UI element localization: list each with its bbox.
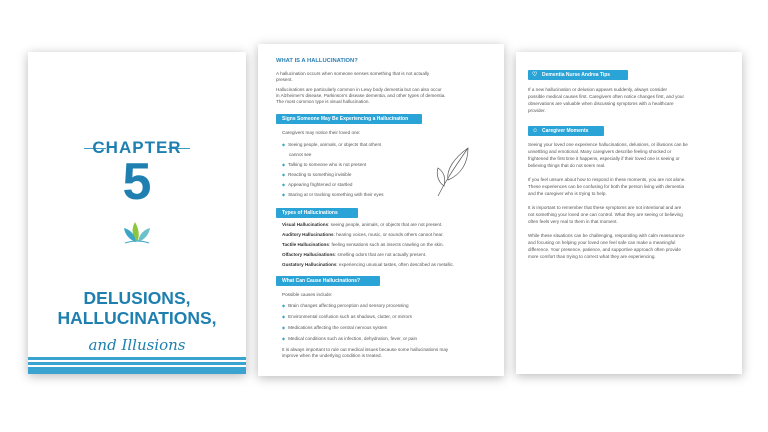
signs-intro: Caregivers may notice their loved one:: [282, 130, 361, 135]
tips-line: provider.: [528, 108, 546, 113]
type-desc: : feeling sensations such as insects crawling on the skin.: [328, 242, 444, 247]
intro-line: Hallucinations are particularly common in Lewy body dementia but can also occur: [276, 87, 442, 92]
types-banner: Types of Hallucinations: [276, 208, 358, 218]
type-row: [282, 232, 444, 238]
moments-banner: [528, 126, 604, 136]
moment-line: not something your loved one can control. What they are seeing or believing: [528, 212, 683, 217]
causes-banner: What Can Cause Hallucinations?: [276, 276, 380, 286]
outro-line: It is always important to rule out medical issues because some hallucinations may: [282, 347, 449, 352]
cover-page: [28, 52, 246, 374]
content-page-caregiver: [516, 52, 742, 374]
cover-title-line1: DELUSIONS,: [83, 288, 191, 308]
type-desc: : smelling odors that are not actually present.: [334, 252, 427, 257]
intro-line: in Alzheimer's disease, Parkinson's disease dementia, and other types of dementia.: [276, 93, 446, 98]
tips-banner-label: Dementia Nurse Andrea Tips: [542, 72, 611, 78]
cover-stripe-1: [28, 357, 246, 360]
intro-line: present.: [276, 77, 293, 82]
type-desc: : hearing voices, music, or sounds others cannot hear.: [333, 232, 444, 237]
type-term: Olfactory Hallucinations: [282, 252, 335, 257]
type-desc: : seeing people, animals, or objects that are not present.: [328, 222, 443, 227]
intro-line: A hallucination occurs when someone senses something that is not actually: [276, 71, 430, 76]
moment-line: and the caregiver who is trying to help.: [528, 191, 607, 196]
signs-banner: Signs Someone May Be Experiencing a Hallucination: [276, 114, 422, 124]
people-icon: ☺: [532, 128, 539, 134]
leaf-sketch-icon: [434, 144, 474, 198]
content-page-hallucination: [258, 44, 504, 376]
list-item: ◆ Talking to someone who is not present: [282, 162, 366, 168]
moment-line: Seeing your loved one experience hallucinations, delusions, or illusions can be: [528, 142, 688, 147]
moment-line: believing things that do not seem real.: [528, 163, 606, 168]
list-item: ◆ Medications affecting the central nervous system: [282, 325, 387, 331]
cover-title-line2: HALLUCINATIONS,: [57, 308, 217, 328]
moment-line: If you feel unsure about how to respond in these moments, you are not alone.: [528, 177, 686, 182]
list-item: ◆ Seeing people, animals, or objects that others: [282, 142, 381, 148]
moment-line: While these situations can be challenging, responding with calm reassurance: [528, 233, 685, 238]
moment-line: frightened the first time it happens, especially if their loved one is seeing or: [528, 156, 680, 161]
leaf-logo-icon: [122, 220, 152, 246]
cover-title-script: and Illusions: [88, 336, 186, 354]
list-item: ◆ Brain changes affecting perception and sensory processing: [282, 303, 409, 309]
tips-banner: [528, 70, 628, 80]
type-term: Tactile Hallucinations: [282, 242, 329, 247]
cover-stripe-2: [28, 362, 246, 365]
type-desc: : experiencing unusual tastes, often described as metallic.: [336, 262, 455, 267]
intro-line: The most common type is visual hallucination.: [276, 99, 370, 104]
type-row: [282, 242, 444, 248]
outro-line: improve when the underlying condition is treated.: [282, 353, 382, 358]
chapter-number: 5: [122, 153, 152, 211]
tips-line: If a new hallucination or delusion appears suddenly, always consider: [528, 87, 668, 92]
causes-intro: Possible causes include:: [282, 292, 333, 297]
moment-line: more comfort than trying to correct what they are experiencing.: [528, 254, 656, 259]
type-row: [282, 222, 443, 228]
cover-title: [28, 288, 246, 328]
list-item: ◆ Staring at or tracking something with their eyes: [282, 192, 384, 198]
list-item: ◆ Environmental confusion such as shadows, clutter, or mirrors: [282, 314, 412, 320]
type-row: [282, 262, 454, 268]
moment-line: unsettling and emotional. Many caregivers describe feeling shocked or: [528, 149, 672, 154]
moment-line: It is important to remember that these symptoms are not intentional and are: [528, 205, 682, 210]
moment-line: often feels very real to them in that moment.: [528, 219, 618, 224]
type-term: Visual Hallucinations: [282, 222, 329, 227]
tips-line: observations are valuable when discussing symptoms with a healthcare: [528, 101, 674, 106]
list-item: ◆ Appearing frightened or startled: [282, 182, 352, 188]
cover-stripe-3: [28, 367, 246, 374]
type-row: [282, 252, 426, 258]
list-item: ◆ Reacting to something invisible: [282, 172, 351, 178]
type-term: Gustatory Hallucinations: [282, 262, 337, 267]
moments-banner-label: Caregiver Moments: [542, 128, 589, 134]
moment-line: These experiences can be confusing for both the person living with dementia: [528, 184, 685, 189]
section-heading: WHAT IS A HALLUCINATION?: [276, 58, 358, 64]
chapter-label: CHAPTER: [92, 138, 182, 157]
moment-line: and focusing on helping your loved one feel safe can make a meaningful: [528, 240, 676, 245]
type-term: Auditory Hallucinations: [282, 232, 334, 237]
moment-line: difference. Your presence, patience, and supportive approach often provide: [528, 247, 681, 252]
list-item: ◆ Medical conditions such as infection, dehydration, fever, or pain: [282, 336, 417, 342]
tips-line: possible medical causes first. Caregivers often notice changes first, and your: [528, 94, 685, 99]
list-item-cont: cannot see: [289, 152, 312, 157]
heart-icon: ♡: [532, 72, 538, 78]
